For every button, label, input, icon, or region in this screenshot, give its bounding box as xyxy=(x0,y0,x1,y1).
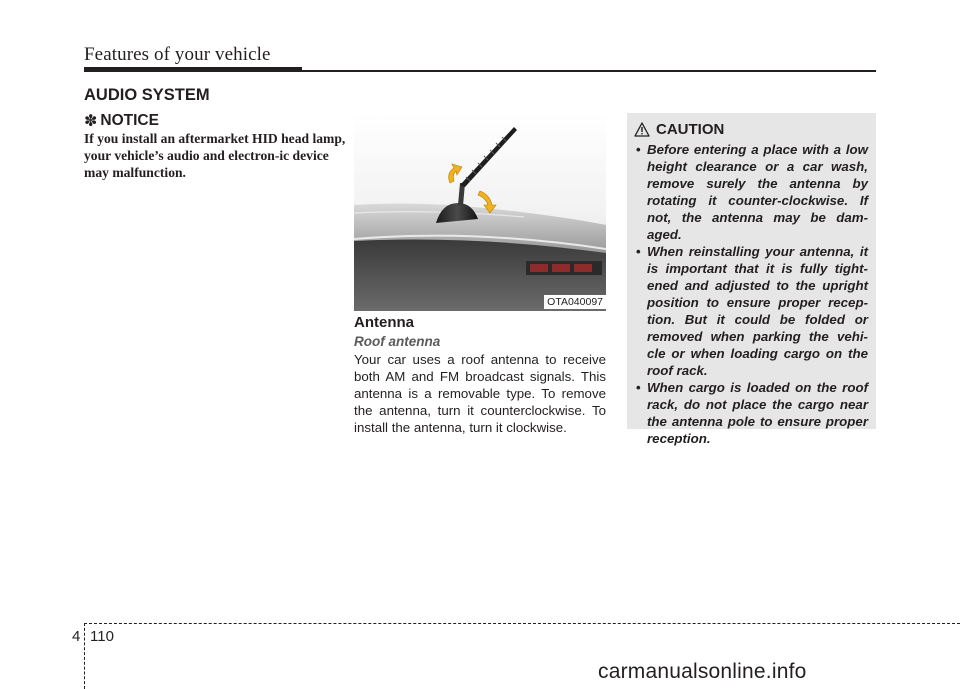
warning-triangle-icon xyxy=(634,122,650,137)
bullet-icon: • xyxy=(636,380,641,395)
footer-divider xyxy=(84,623,85,689)
header-rule-thin xyxy=(302,70,876,72)
chapter-number: 4 xyxy=(72,628,81,645)
footer-rule xyxy=(84,623,960,624)
header-rule-thick xyxy=(84,67,302,72)
notice-title: NOTICE xyxy=(100,112,159,129)
caution-item xyxy=(636,379,868,447)
caution-title: CAUTION xyxy=(656,121,725,138)
caution-list xyxy=(636,141,868,447)
notice-star-icon: ✽ xyxy=(84,113,98,130)
caution-heading xyxy=(634,121,724,138)
caution-item xyxy=(636,141,868,243)
caution-item-text: When reinstalling your antenna, it is important that it is fully tight-ened and adjusted to the upright position to ensure proper recep-tion. But it could be folded or removed when parking the vehi-cle or when loading cargo on the roof rack. xyxy=(647,244,868,378)
watermark-text: carmanualsonline.info xyxy=(598,660,807,683)
roof-antenna-illustration xyxy=(354,113,606,311)
section-title: AUDIO SYSTEM xyxy=(84,86,210,104)
caution-item-text: When cargo is loaded on the roof rack, do not place the cargo near the antenna pole to ensure proper reception. xyxy=(647,380,868,446)
page-number: 110 xyxy=(90,628,114,645)
page-header-title: Features of your vehicle xyxy=(84,44,271,65)
caution-item xyxy=(636,243,868,379)
notice-text: If you install an aftermarket HID head lamp, your vehicle’s audio and electron-ic device may malfunction. xyxy=(84,131,346,180)
antenna-heading: Antenna xyxy=(354,314,414,331)
bullet-icon: • xyxy=(636,244,641,259)
figure-code: OTA040097 xyxy=(544,295,606,309)
bullet-icon: • xyxy=(636,142,641,157)
notice-heading xyxy=(84,111,159,131)
caution-item-text: Before entering a place with a low height clearance or a car wash, remove surely the antenna by rotating it counter-clockwise. If not, the antenna may be dam-aged. xyxy=(647,142,868,242)
antenna-description: Your car uses a roof antenna to receive both AM and FM broadcast signals. This antenna is a removable type. To remove the antenna, turn it counterclockwise. To install the antenna, turn it clockwise. xyxy=(354,352,606,435)
roof-antenna-subheading: Roof antenna xyxy=(354,334,441,349)
roof-antenna-photo xyxy=(354,113,606,311)
